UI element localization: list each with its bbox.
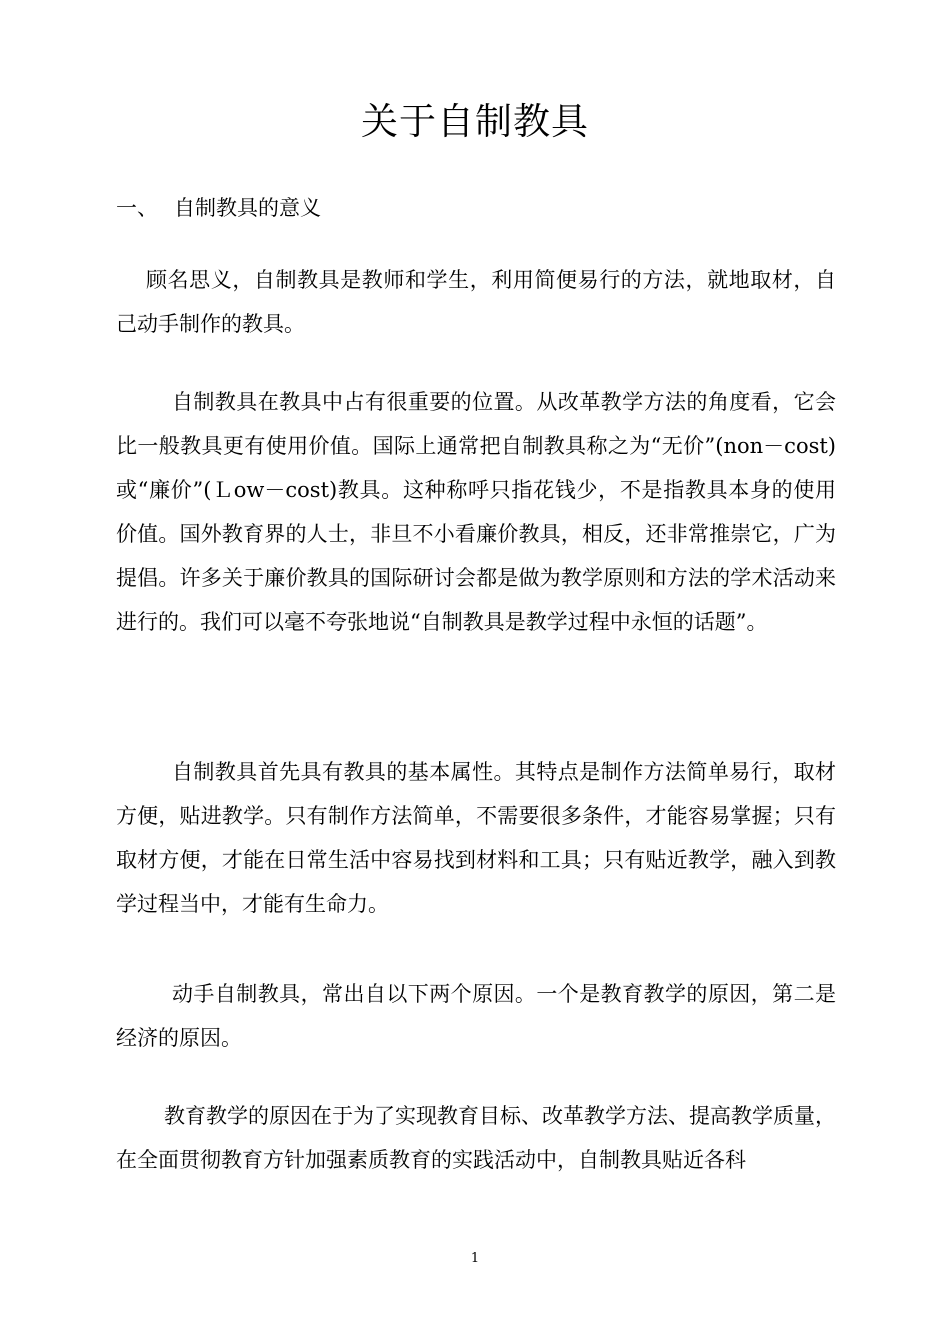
paragraph-5: 教育教学的原因在于为了实现教育目标、改革教学方法、提高教学质量，在全面贯彻教育方针加强素质教育的实践活动中，自制教具贴近各科 xyxy=(116,1104,836,1172)
paragraph-1: 顾名思义，自制教具是教师和学生，利用简便易行的方法，就地取材，自己动手制作的教具。 xyxy=(116,268,836,336)
page-number: 1 xyxy=(470,1251,480,1266)
paragraph-4: 动手自制教具，常出自以下两个原因。一个是教育教学的原因，第二是经济的原因。 xyxy=(116,982,836,1050)
paragraph-2: 自制教具在教具中占有很重要的位置。从改革教学方法的角度看，它会比一般教具更有使用价值。国际上通常把自制教具称之为“无价”(non－cost)或“廉价”(Ｌow－cost)教具。这种称呼只指花钱少，不是指教具本身的使用价值。国外教育界的人士，非旦不小看廉价教具，相反，还非常推崇它，广为提倡。许多关于廉价教具的国际研讨会都是做为教学原则和方法的学术活动来进行的。我们可以毫不夸张地说“自制教具是教学过程中永恒的话题”。 xyxy=(116,390,836,634)
paragraph-3: 自制教具首先具有教具的基本属性。其特点是制作方法简单易行，取材方便，贴进教学。只有制作方法简单，不需要很多条件，才能容易掌握；只有取材方便，才能在日常生活中容易找到材料和工具；只有贴近教学，融入到教学过程当中，才能有生命力。 xyxy=(116,760,836,916)
section-heading-text: 自制教具的意义 xyxy=(174,196,321,220)
document-title: 关于自制教具 xyxy=(361,100,589,143)
section-heading xyxy=(116,190,321,226)
section-number: 一、 xyxy=(116,196,158,220)
